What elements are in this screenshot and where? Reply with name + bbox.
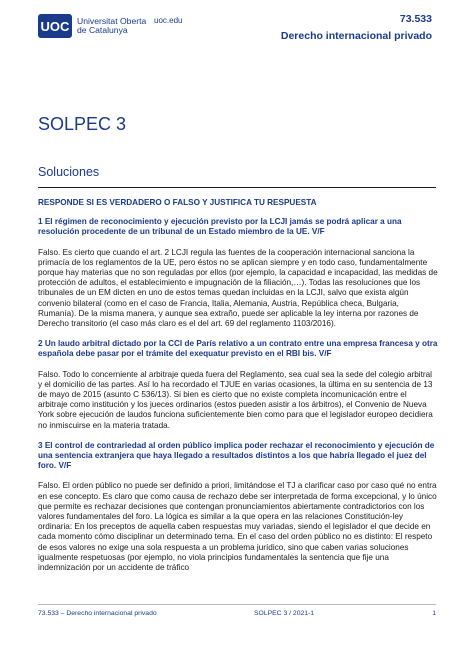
answer-1: Falso. Es cierto que cuando el art. 2 LCJI regula las fuentes de la cooperación internacional sanciona la primacía de los reglamentos de la UE, pero éstos no se aplican siempre y en todo caso, fundamentalmente porque hay materias que no son reguladas por ellos (por ejemplo, la capacidad e incapacidad, las medidas de protección de adultos, el establecimiento e impugnación de la filiación,…). Todas las resoluciones que los tribunales de un EM dicten en uno de estos temas quedan incluidas en la LCJI, salvo que exista algún convenio bilateral (como en el caso de Francia, Italia, Alemania, Austria, República checa, Bulgaria, Rumanía). De la misma manera, y aunque sea extraño, puede ser aplicable la ley interna por razones de Derecho transitorio (el caso más claro es el del art. 69 del reglamento 1103/2016). <box>38 247 438 329</box>
section-heading: RESPONDE SI ES VERDADERO O FALSO Y JUSTIFICA TU RESPUESTA <box>38 198 317 207</box>
uoc-logo <box>38 14 146 38</box>
page-subtitle: Soluciones <box>38 165 100 179</box>
footer-course: 73.533 – Derecho internacional privado <box>38 610 157 617</box>
footer-doc: SOLPEC 3 / 2021-1 <box>254 610 315 617</box>
site-url[interactable]: uoc.edu <box>154 16 183 25</box>
question-3: 3 El control de contrariedad al orden público implica poder rechazar el reconocimiento y ejecución de una sentencia extranjera que haya llegado a resultados distintos a los que habría llegado el juez del foro. V/F <box>38 440 435 471</box>
page-title: SOLPEC 3 <box>38 114 127 134</box>
footer-divider <box>38 604 436 605</box>
question-2: 2 Un laudo arbitral dictado por la CCI de París relativo a un contrato entre una empresa francesa y otra española debe pasar por el trámite del exequatur previsto en el RBI bis. V/F <box>38 339 438 359</box>
content <box>38 198 438 583</box>
logo-line-1: Universitat Oberta <box>77 15 147 26</box>
logo-line-2: de Catalunya <box>77 25 128 35</box>
uoc-logo-icon <box>38 14 72 38</box>
logo-text <box>77 17 146 36</box>
course-code: 73.533 <box>399 13 432 25</box>
answer-2: Falso. Todo lo concerniente al arbitraje queda fuera del Reglamento, sea cual sea la sede del colegio arbitral y el domicilio de las partes. Así lo ha recordado el TJUE en varias ocasiones, la última en su sentencia de 13 de mayo de 2015 (asunto C 536/13). Si bien es cierto que no existe completa incomunicación entre el arbitraje como institución y los jueces ordinarios (estos pueden asistir a los árbitros), el Convenio de Nueva York sobre ejecución de laudos funciona suficientemente bien como para que el legislador europeo decidiera no inmiscuirse en la materia tratada. <box>38 369 433 430</box>
question-1: 1 El régimen de reconocimiento y ejecución previsto por la LCJI jamás se podrá aplicar a una resolución procedente de un tribunal de un Estado miembro de la UE. V/F <box>38 217 402 237</box>
answer-3: Falso. El orden público no puede ser definido a priori, limitándose el TJ a clarificar caso por caso qué no entra en ese concepto. Es claro que como causa de rechazo debe ser interpretada de forma excepcional, y lo único que permite es rechazar decisiones que contengan pronunciamientos abiertamente contradictorios con los valores fundamentales del foro. La lógica es similar a la que opera en las relaciones Constitución-ley ordinaria: En los preceptos de aquella caben respuestas muy variadas, siendo el legislador el que decide en cada momento cómo disciplinar un determinado tema. En el caso del orden público no es distinto: El respeto de esos valores no exige una sola respuesta a un problema jurídico, sino que caben varias soluciones igualmente respetuosas (por ejemplo, no viola principios fundamentales la sentencia que fije una indemnización por un accidente de tráfico <box>38 481 437 573</box>
svg-text:UOC: UOC <box>40 19 70 34</box>
course-name: Derecho internacional privado <box>280 30 432 42</box>
divider <box>38 187 436 188</box>
page-number: 1 <box>432 610 436 617</box>
